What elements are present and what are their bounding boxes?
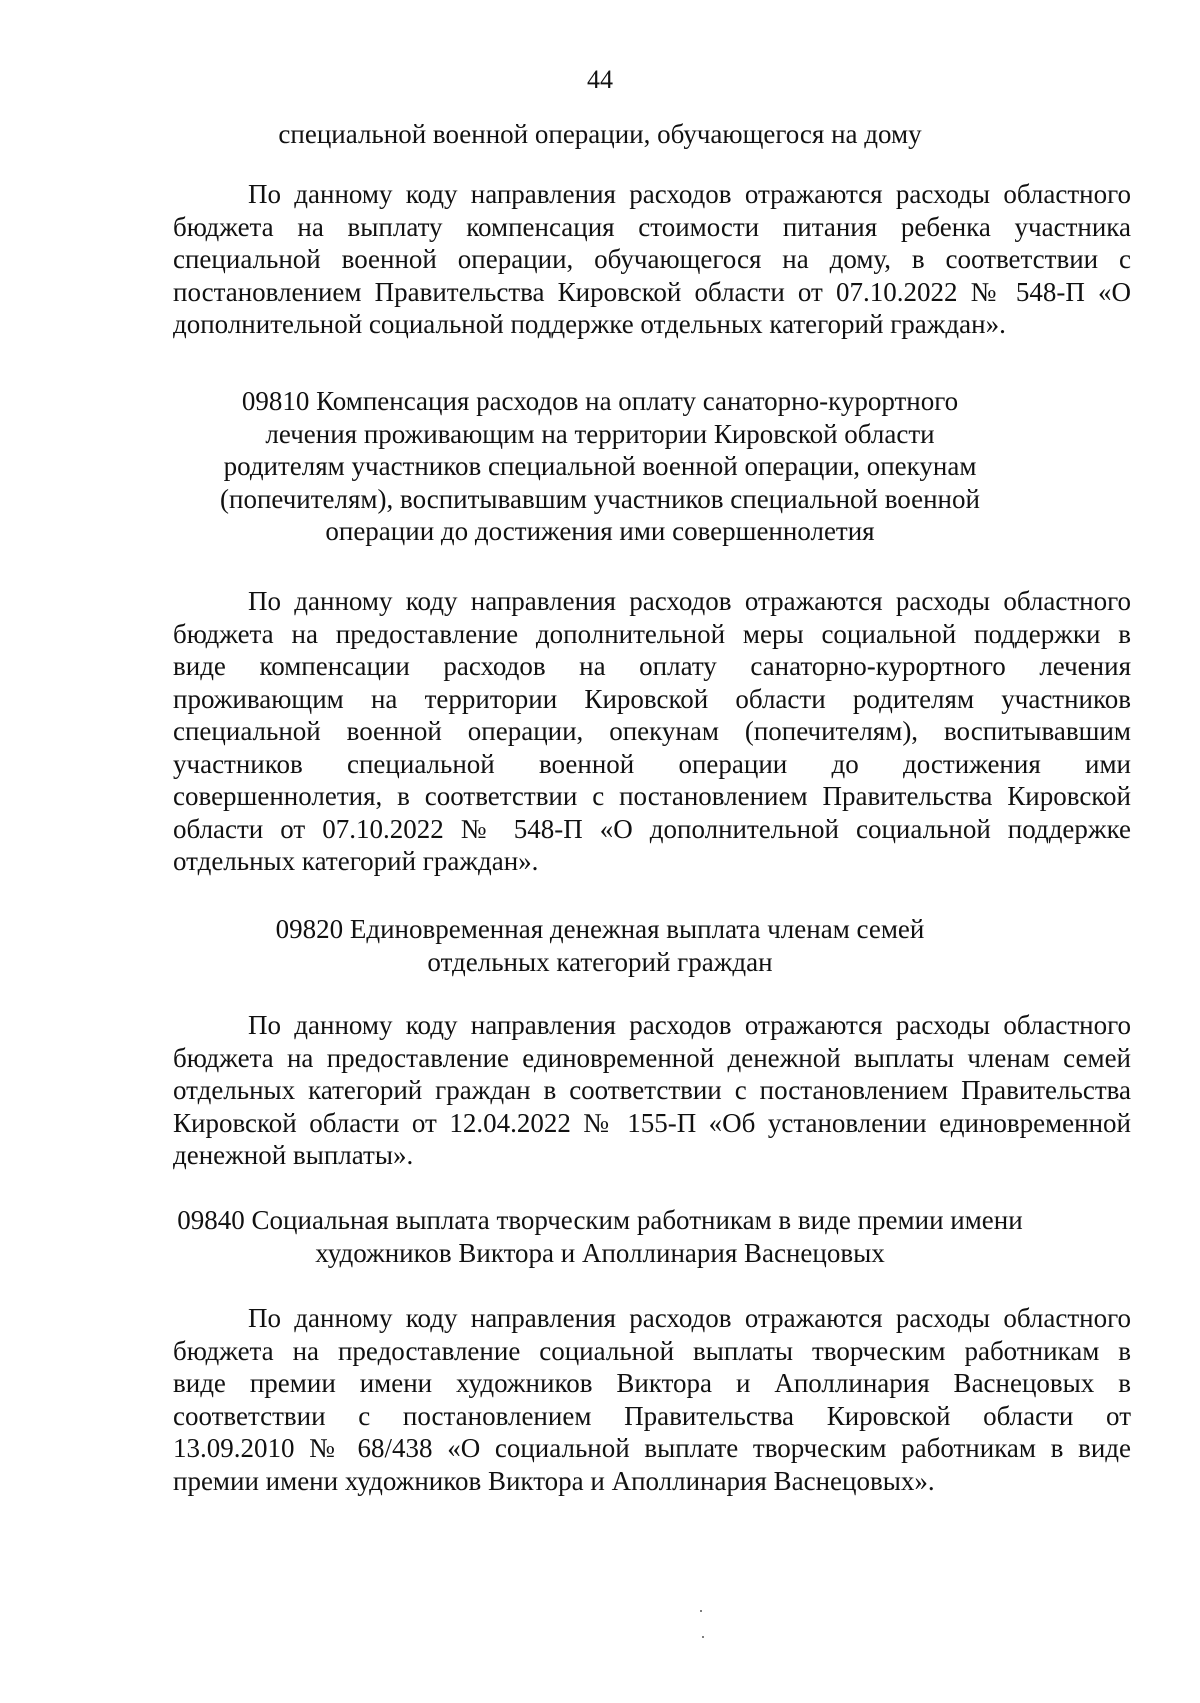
- section-heading-09840: [0, 1204, 1200, 1269]
- paragraph-line: отдельных категорий граждан в соответствии с постановлением Правительства: [173, 1075, 1131, 1105]
- paragraph-sanatorium-compensation: [173, 585, 1131, 878]
- paragraph-line: По данному коду направления расходов отражаются расходы областного: [248, 1010, 1131, 1040]
- paragraph-line: дополнительной социальной поддержке отдельных категорий граждан».: [173, 309, 1006, 339]
- paragraph-line: Кировской области от 12.04.2022 № 155-П «Об установлении единовременной: [173, 1107, 1131, 1138]
- heading-line: родителям участников специальной военной операции, опекунам: [223, 451, 977, 481]
- section-heading-09820: [0, 913, 1200, 978]
- paragraph-line: соответствии с постановлением Правительства Кировской области от: [173, 1400, 1131, 1431]
- paragraph-vasnetsov-prize: [173, 1302, 1131, 1497]
- paragraph-line: денежной выплаты».: [173, 1140, 414, 1170]
- heading-line: операции до достижения ими совершеннолетия: [325, 516, 875, 546]
- page-number: 44: [587, 65, 613, 94]
- paragraph-lump-sum-payment: [173, 1009, 1131, 1172]
- heading-line: лечения проживающим на территории Кировской области: [265, 418, 935, 449]
- paragraph-line: совершеннолетия, в соответствии с постановлением Правительства Кировской: [173, 781, 1131, 811]
- paragraph-line: По данному коду направления расходов отражаются расходы областного: [248, 179, 1131, 209]
- heading-line: (попечителям), воспитывавшим участников специальной военной: [220, 483, 980, 514]
- paragraph-line: постановлением Правительства Кировской области от 07.10.2022 № 548-П «О: [173, 276, 1131, 307]
- paragraph-line: отдельных категорий граждан».: [173, 846, 539, 876]
- paragraph-line: области от 07.10.2022 № 548-П «О дополнительной социальной поддержке: [173, 813, 1131, 844]
- paragraph-food-compensation: [173, 178, 1131, 341]
- paragraph-line: бюджета на предоставление дополнительной меры социальной поддержки в: [173, 618, 1131, 649]
- scan-speck: [700, 1610, 702, 1612]
- heading-line: 09820 Единовременная денежная выплата членам семей: [275, 914, 925, 944]
- paragraph-line: участников специальной военной операции до достижения ими: [173, 748, 1131, 779]
- paragraph-line: проживающим на территории Кировской области родителям участников: [173, 683, 1131, 714]
- paragraph-line: бюджета на предоставление социальной выплаты творческим работникам в: [173, 1335, 1131, 1366]
- paragraph-line: По данному коду направления расходов отражаются расходы областного: [248, 586, 1131, 616]
- paragraph-line: специальной военной операции, обучающегося на дому, в соответствии с: [173, 244, 1131, 274]
- scan-speck: [702, 1636, 704, 1638]
- paragraph-line: бюджета на предоставление единовременной денежной выплаты членам семей: [173, 1042, 1131, 1073]
- paragraph-line: 13.09.2010 № 68/438 «О социальной выплате творческим работникам в виде: [173, 1433, 1131, 1463]
- heading-line: отдельных категорий граждан: [427, 946, 773, 977]
- heading-line: 09840 Социальная выплата творческим работникам в виде премии имени: [177, 1205, 1023, 1235]
- section-heading-09810: [0, 385, 1200, 548]
- heading-line: художников Виктора и Аполлинария Васнецовых: [315, 1237, 885, 1268]
- paragraph-line: виде компенсации расходов на оплату санаторно-курортного лечения: [173, 651, 1131, 681]
- paragraph-line: премии имени художников Виктора и Аполлинария Васнецовых».: [173, 1465, 935, 1496]
- section-heading-continued: [0, 118, 1200, 151]
- paragraph-line: виде премии имени художников Виктора и Аполлинария Васнецовых в: [173, 1368, 1131, 1398]
- paragraph-line: бюджета на выплату компенсация стоимости питания ребенка участника: [173, 211, 1131, 242]
- paragraph-line: специальной военной операции, опекунам (попечителям), воспитывавшим: [173, 716, 1131, 746]
- heading-line: специальной военной операции, обучающегося на дому: [278, 119, 922, 149]
- paragraph-line: По данному коду направления расходов отражаются расходы областного: [248, 1303, 1131, 1333]
- heading-line: 09810 Компенсация расходов на оплату санаторно-курортного: [241, 386, 959, 416]
